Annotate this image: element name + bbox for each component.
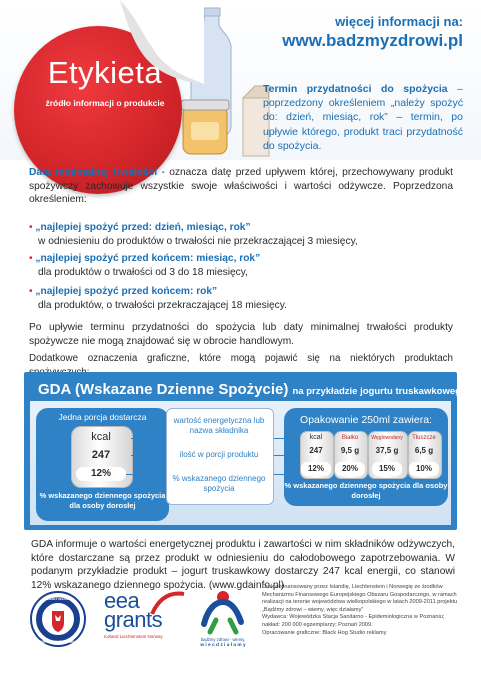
eea-swoosh-icon: [150, 590, 186, 616]
gda-kcal-label: kcal: [91, 431, 111, 443]
connector-line: [131, 455, 166, 456]
badge-title: Etykieta: [47, 55, 163, 90]
expiry-term-quote: „należy spożyć do: dzień, miesiąc, rok”: [263, 97, 463, 124]
nutrient-name: Węglowodany: [371, 435, 403, 441]
design-credit-text: Opracowanie graficzne: Black Hog Studio reklamy: [262, 629, 387, 636]
nutrient-value: 37,5 g: [375, 446, 399, 455]
list-item: [29, 221, 449, 248]
bullet-body: dla produktów, o trwałości przekraczającej 18 miesięcy.: [38, 299, 287, 311]
eea-logo-line1: eea: [104, 588, 140, 613]
eea-logo-line2: grants: [104, 607, 163, 632]
funding-text: Druk dofinansowany przez Islandię, Liechtenstein i Norwegię ze środków Mechanizmu Finansowego Europejskiego Obszaru Gospodarczego, w ramach realizacji na terenie województwa wielkopolskiego w latach 2009-2011 projektu „Bądźmy zdrowi – wiemy, więc działamy”: [262, 584, 458, 613]
more-info-label: więcej informacji na:: [335, 14, 463, 29]
sanepid-logo-top-text: PAŃSTWOWA: [44, 596, 72, 601]
gda-legend-amount: ilość w porcji produktu: [179, 450, 259, 459]
min-durability-paragraph: [29, 166, 453, 207]
expiry-term-description: [263, 82, 463, 153]
nutrient-value: 9,5 g: [340, 446, 360, 455]
sanepid-logo-bottom-text: INSPEKCJA SANITARNA: [39, 640, 77, 644]
connector-line: [126, 474, 166, 475]
nutrient-name: Tłuszcze: [412, 435, 436, 441]
bullet-body: dla produktów o trwałości od 3 do 18 miesięcy,: [38, 266, 248, 278]
nutrient-percent: 12%: [301, 462, 331, 476]
gda-package-header: Opakowanie 250ml zawiera:: [300, 414, 432, 426]
nutrient-percent: 20%: [335, 462, 365, 476]
badzmy-zdrowi-logo: [196, 588, 250, 636]
gda-info-paragraph: GDA informuje o wartości energetycznej produktu i zawartości w nim składników odżywczych, które dostarczane są przez produkt w odniesieniu do całodobowego zapotrzebowania. W podanym przykładzie produkt – jogurt truskawkowy dostarczy 247 kcal energii, co stanowi 12% wskazanego dziennego spożycia. (www.gdainfo.pl): [31, 539, 455, 591]
bullet-dot: •: [29, 286, 33, 297]
expiry-term-text-1: – poprzedzony określeniem: [263, 83, 463, 110]
expiry-term-heading: Termin przydatności do spożycia: [263, 83, 448, 95]
nutrient-percent: 10%: [409, 462, 439, 476]
website-link[interactable]: www.badzmyzdrowi.pl: [282, 31, 463, 50]
gda-package-footer: % wskazanego dziennego spożycia dla osoby dorosłej: [284, 481, 448, 500]
gda-legend-energy: wartość energetyczna lub nazwa składnika: [173, 416, 265, 435]
bullet-dot: •: [29, 222, 33, 233]
bullet-body: w odniesieniu do produktów o trwałości nie przekraczającej 3 miesięcy,: [38, 235, 358, 247]
funding-fine-print: [262, 584, 462, 637]
bullet-heading: „najlepiej spożyć przed: dzień, miesiąc, rok”: [35, 222, 251, 233]
bullet-heading: „najlepiej spożyć przed końcem: rok”: [35, 286, 218, 297]
list-item: [29, 252, 449, 279]
gda-portion-header: Jedna porcja dostarcza: [58, 412, 147, 422]
expiry-term-text-2: – termin, po upływie którego, produkt traci przydatność do spożycia.: [263, 111, 463, 152]
min-durability-text: - oznacza datę przed upływem której, przechowywany produkt spożywczy zachowuje wszystkie swoje właściwości i wartości odżywcze. Poprzedzona określeniem:: [29, 167, 453, 205]
nutrient-name: Białko: [341, 435, 359, 441]
nutrient-value: 247: [309, 446, 323, 455]
gda-kcal-value: 247: [91, 449, 111, 461]
list-item: [29, 285, 449, 312]
bullet-dot: •: [29, 253, 33, 264]
min-durability-heading: Data minimalnej trwałości: [29, 167, 158, 178]
nutrient-name: kcal: [309, 434, 323, 441]
gda-kcal-percent: 12%: [76, 467, 126, 481]
gda-portion-footer: % wskazanego dziennego spożycia dla osoby dorosłej: [39, 491, 166, 510]
bullet-heading: „najlepiej spożyć przed końcem: miesiąc, rok”: [35, 253, 261, 264]
after-term-paragraph: Po upływie terminu przydatności do spożycia lub daty minimalnej trwałości produkty spożywcze nie mogą znajdować się w obrocie handlowym.: [29, 322, 453, 347]
badge-subtitle: źródło informacji o produkcie: [45, 98, 165, 108]
gda-legend-percent: % wskazanego dziennego spożycia: [172, 474, 266, 493]
badzmy-zdrowi-line1: bądźmy zdrowi - wiemy,: [200, 637, 246, 642]
nutrient-percent: 15%: [372, 462, 402, 476]
gda-title-small: na przykładzie jogurtu truskawkowego: [292, 386, 467, 397]
publisher-text: Wydawca: Wojewódzka Stacja Sanitarno - Epidemiologiczna w Poznaniu; nakład: 200 000 egzemplarzy; Poznań 2009.: [262, 614, 445, 628]
badzmy-zdrowi-line2: w i e c d z i a ł a m y: [200, 643, 246, 648]
connector-line: [131, 438, 166, 439]
nutrient-value: 6,5 g: [414, 446, 434, 455]
extra-marks-paragraph: Dodatkowe oznaczenia graficzne, które mogą pojawić się na niektórych produktach: [29, 353, 453, 364]
eea-logo-small: Iceland Liechtenstein Norway: [104, 634, 163, 639]
gda-title-main: GDA (Wskazane Dzienne Spożycie): [38, 381, 289, 398]
gda-title: [38, 381, 467, 398]
